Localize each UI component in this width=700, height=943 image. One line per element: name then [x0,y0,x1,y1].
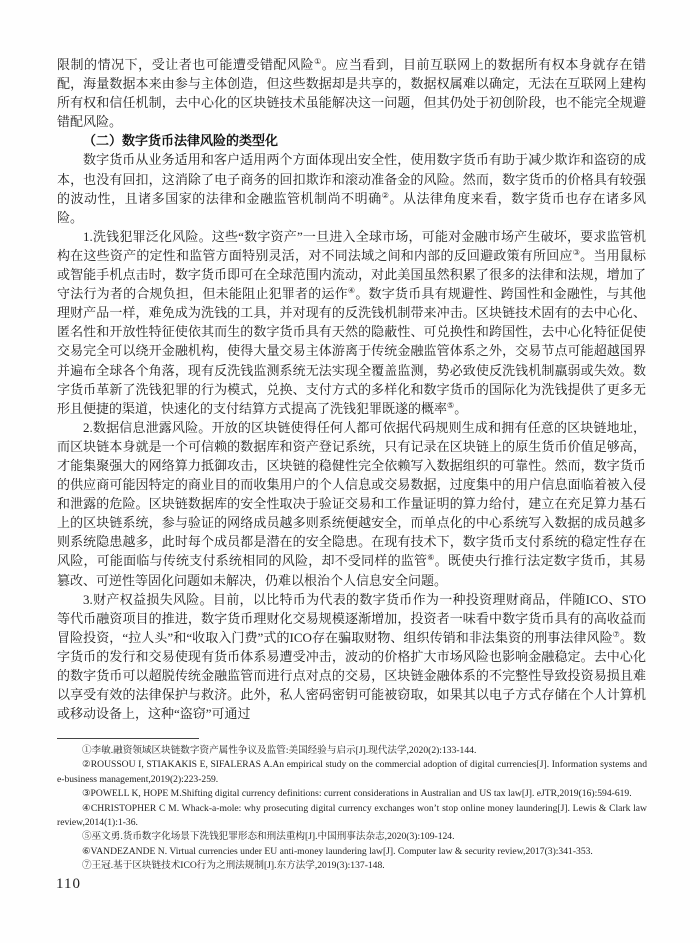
footnote-ref: ① [314,57,322,66]
footnote-ref: ③ [572,247,581,257]
paragraph: 1.洗钱犯罪泛化风险。这些“数字资产”一旦进入全球市场，可能对金融市场产生破坏，要求监管机构在这些资产的定性和监管方面特别灵活，对不同法域之间和内部的反回避政策有所回应③。当用鼠标或智能手机点击时，数字货币即可在全球范围内流动，对此美国虽然积累了很多的法律和法规，增加了守法行为者的合规负担，但未能阻止犯罪者的运作④。数字货币具有规避性、跨国性和金融性，与其他理财产品一样，难免成为洗钱的工具，并对现有的反洗钱机制带来冲击。区块链技术固有的去中心化、匿名性和开放性特征使依其而生的数字货币具有天然的隐蔽性、可兑换性和跨国性，去中心化特征促使交易完全可以绕开金融机构，使得大量交易主体游离于传统金融监管体系之外，交易节点可能超越国界并遍布全球各个角落，现有反洗钱监测系统无法实现全覆盖监测，势必致使反洗钱机制羸弱或失效。数字货币革新了洗钱犯罪的行为模式，兑换、支付方式的多样化和数字货币的国际化为洗钱提供了更多无形且便捷的渠道，快速化的支付结算方式提高了洗钱犯罪既遂的概率⑤。 [57,228,646,416]
paragraph: 3.财产权益损失风险。目前，以比特币为代表的数字货币作为一种投资理财商品，伴随ICO、STO等代币融资项目的推进，数字货币理财化交易规模逐渐增加，投资者一味看中数字货币具有的高收益而冒险投资，“拉人头”和“收取入门费”式的ICO存在骗取财物、组织传销和非法集资的刑事法律风险⑦。数字货币的发行和交易使现有货币体系易遭受冲击，波动的价格扩大市场风险也影响金融稳定。去中心化的数字货币可以超脱传统金融监管而进行点对点的交易，区块链金融体系的不完整性导致投资易损且难以享受有效的法律保护与救济。此外，私人密码密钥可能被窃取，如果其以电子方式存储在个人计算机或移动设备上，这种“盗窃”可通过 [57,591,646,722]
footnote-ref: ② [381,190,390,200]
paragraph: 2.数据信息泄露风险。开放的区块链使得任何人都可依据代码规则生成和拥有任意的区块链地址，而区块链本身就是一个可信赖的数据库和资产登记系统，只有记录在区块链上的原生货币价值足够高，才能集聚强大的网络算力抵御攻击，区块链的稳健性完全依赖写入数据组织的可靠性。然而，数字货币的供应商可能因特定的商业目的而收集用户的个人信息或交易数据，过度集中的用户信息面临着被入侵和泄露的危险。区块链数据库的安全性取决于验证交易和工作量证明的算力给付，建立在充足算力基石上的区块链系统，参与验证的网络成员越多则系统便越安全，而单点化的中心系统写入数据的成员越多则系统隐患越多，此时每个成员都是潜在的安全隐患。在现有技术下，数字货币支付系统的稳定性存在风险，可能面临与传统支付系统相同的风险，却不受同样的监管⑥。既使央行推行法定数字货币，其易篡改、可逆性等固化问题如未解决，仍难以根治个人信息安全问题。 [57,419,646,588]
footnote-item: ①李敏.融资领域区块链数字资产属性争议及监管:美国经验与启示[J].现代法学,2020(2):133-144. [81,745,477,756]
footnote-item: ⑤巫文勇.货币数字化场景下洗钱犯罪形态和刑法重构[J].中国刑事法杂志,2020(3):109-124. [81,831,455,843]
footnote-separator [57,738,199,739]
page-number: 110 [56,876,81,892]
paragraph: 限制的情况下，受让者也可能遭受错配风险①。应当看到，目前互联网上的数据所有权本身就存在错配，海量数据本来由参与主体创造，但这些数据却是共享的，数据权属难以确定，无法在互联网上建构所有权和信任机制，去中心化的区块链技术虽能解决这一问题，但其仍处于初创阶段，也不能完全规避错配风险。 [57,57,646,130]
footnote-item: ②ROUSSOU I, STIAKAKIS E, SIFALERAS A.An empirical study on the commercial adoption of digital currencies[J]. Information systems and e-business management,2019(2):223-259. [57,759,647,785]
footnote-item: ⑥VANDEZANDE N. Virtual currencies under EU anti-money laundering law[J]. Computer law & security review,2017(3):341-353. [81,845,593,857]
footnote-ref: ⑥ [427,553,435,563]
footnote-ref: ⑦ [612,629,620,639]
footnote-item: ③POWELL K, HOPE M.Shifting digital currency definitions: current considerations in Australian and US tax law[J]. eJTR,2019(16):594-619. [81,788,632,800]
footnote-item: ④CHRISTOPHER C M. Whack-a-mole: why prosecuting digital currency exchanges won’t stop online money laundering[J]. Lewis & Clark law review,2014(1):1-36. [57,802,647,829]
paragraph: 数字货币从业务适用和客户适用两个方面体现出安全性，使用数字货币有助于减少欺诈和盗窃的成本，也没有回扣，这消除了电子商务的回扣欺诈和滚动准备金的风险。然而，数字货币的价格具有较强的波动性，且诸多国家的法律和金融监管机制尚不明确②。从法律角度来看，数字货币也存在诸多风险。 [57,152,646,225]
footnote-ref: ④ [347,286,356,296]
footnote-block [57,738,647,874]
body-text [57,55,646,723]
footnote-list [57,744,647,874]
footnote-item: ⑦王冠.基于区块链技术ICO行为之刑法规制[J].东方法学,2019(3):137-148. [81,860,385,872]
footnote-ref: ⑤ [447,400,455,410]
section-heading: （二）数字货币法律风险的类型化 [83,133,279,149]
